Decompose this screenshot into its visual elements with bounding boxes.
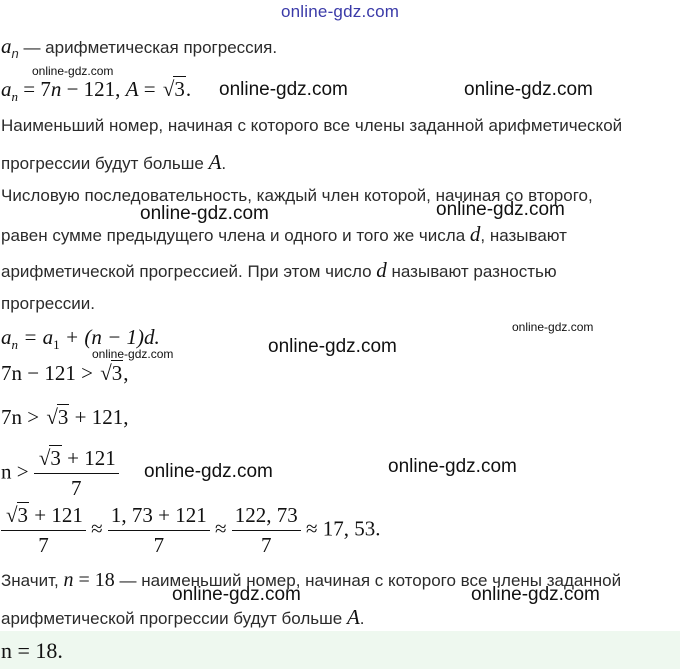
fraction-2-num: √3 + 121: [1, 503, 86, 531]
conclusion-mid: — наименьший номер, начиная с которого все члены заданной: [119, 571, 622, 590]
ineq2-rest: + 121,: [69, 405, 129, 429]
def-line-4: прогрессии.: [1, 294, 95, 313]
gf-a: a: [1, 325, 12, 349]
formula-eq2: =: [138, 77, 161, 101]
gf-sub-1: 1: [53, 337, 60, 352]
formula-coef: 7: [40, 77, 51, 101]
approx-1: ≈: [91, 516, 103, 541]
inequality-3: [1, 446, 119, 501]
conclusion-A: A: [346, 605, 360, 629]
gf-rhs: = a: [18, 325, 54, 349]
approx-2: ≈: [215, 516, 227, 541]
fraction-1-num: √3 + 121: [34, 446, 119, 474]
fraction-4: [232, 503, 301, 558]
task-line-2: прогрессии будут больше A.: [1, 150, 227, 174]
sqrt-3: √3: [162, 77, 185, 101]
answer: n = 18.: [1, 638, 63, 663]
def-d: d: [469, 222, 481, 246]
conclusion-n: n = 18: [63, 569, 115, 591]
ineq2-gt: >: [22, 405, 45, 429]
def-line-2: [1, 222, 567, 247]
watermark-7: online-gdz.com: [388, 456, 517, 477]
fraction-1-den: 7: [71, 476, 82, 500]
def-text-c: арифметической прогрессией. При этом число: [1, 262, 372, 281]
formula-eq: =: [18, 77, 41, 101]
frac1-rest: + 121: [61, 446, 116, 470]
watermark-8: online-gdz.com: [172, 584, 301, 605]
definition-text: — арифметическая прогрессия.: [18, 38, 278, 57]
watermark-1: online-gdz.com: [219, 79, 348, 100]
task-line-1: Наименьший номер, начиная с которого все члены заданной арифметической: [1, 116, 623, 135]
watermark-3: online-gdz.com: [140, 203, 269, 224]
frac2-rest: + 121: [29, 503, 83, 527]
ineq2-sqrt: √3: [46, 405, 69, 429]
fraction-2: [1, 503, 86, 558]
watermark-6: online-gdz.com: [144, 461, 273, 482]
inequality-2: [1, 405, 128, 430]
fraction-3: [108, 503, 210, 558]
watermark-9: online-gdz.com: [471, 584, 600, 605]
ineq2-arg: 3: [57, 405, 69, 429]
def-text-b: , называют: [480, 226, 567, 245]
ineq2-lhs: 7n: [1, 405, 22, 429]
gf-rest: + (n − 1)d.: [59, 325, 160, 349]
formula-minus: − 121,: [61, 77, 126, 101]
task-A: A: [208, 150, 222, 174]
formula-end: .: [185, 77, 192, 101]
watermark-small-1: online-gdz.com: [32, 64, 114, 78]
formula-n: n: [50, 77, 62, 101]
watermark-top: online-gdz.com: [281, 2, 400, 21]
def-line-3: [1, 258, 557, 283]
ineq1-sqrt: √3: [100, 361, 123, 385]
ineq1-lhs: 7n − 121: [1, 361, 76, 385]
given-formula: [1, 77, 191, 102]
conclusion-pre: Значит,: [1, 571, 59, 590]
conclusion-var-n: n: [63, 569, 74, 591]
ineq1-arg: 3: [111, 361, 123, 385]
var-a: a: [1, 34, 12, 58]
fraction-4-num: 122, 73: [232, 503, 301, 531]
approx-result: ≈ 17, 53.: [306, 516, 381, 541]
sqrt-arg: 3: [174, 77, 185, 101]
def-text-d: называют разностью: [391, 262, 557, 281]
formula-a: a: [1, 77, 12, 101]
gf-sub-n: n: [11, 337, 18, 352]
watermark-5: online-gdz.com: [268, 336, 397, 357]
task-text: прогрессии будут больше: [1, 154, 204, 173]
fraction-3-den: 7: [153, 533, 165, 557]
conclusion-line-2: арифметической прогрессии будут больше A.: [1, 605, 365, 629]
watermark-small-3: online-gdz.com: [92, 347, 174, 361]
frac2-arg: 3: [17, 503, 29, 527]
watermark-small-2: online-gdz.com: [512, 320, 594, 334]
watermark-2: online-gdz.com: [464, 79, 593, 100]
answer-box: [0, 631, 680, 669]
formula-A: A: [125, 77, 139, 101]
watermark-4: online-gdz.com: [436, 199, 565, 220]
conclusion-b: арифметической прогрессии будут больше: [1, 609, 343, 628]
def-line-1: Числовую последовательность, каждый член которой, начиная со второго,: [1, 186, 593, 205]
ineq3-lhs: n >: [1, 459, 29, 484]
var-n-sub: n: [11, 46, 19, 61]
formula-sub-n: n: [11, 89, 18, 104]
fraction-4-den: 7: [261, 533, 272, 557]
fraction-2-den: 7: [38, 533, 49, 557]
def-text-a: равен сумме предыдущего члена и одного и того же числа: [1, 226, 466, 245]
ineq1-gt: >: [75, 361, 99, 385]
fraction-1: [34, 446, 119, 501]
frac1-arg: 3: [50, 446, 61, 470]
fraction-3-num: 1, 73 + 121: [108, 503, 210, 531]
inequality-1: [1, 361, 128, 386]
approximation: [1, 503, 381, 558]
def-d2: d: [376, 258, 387, 282]
line-definition: [1, 34, 277, 59]
ineq1-end: ,: [123, 361, 129, 385]
